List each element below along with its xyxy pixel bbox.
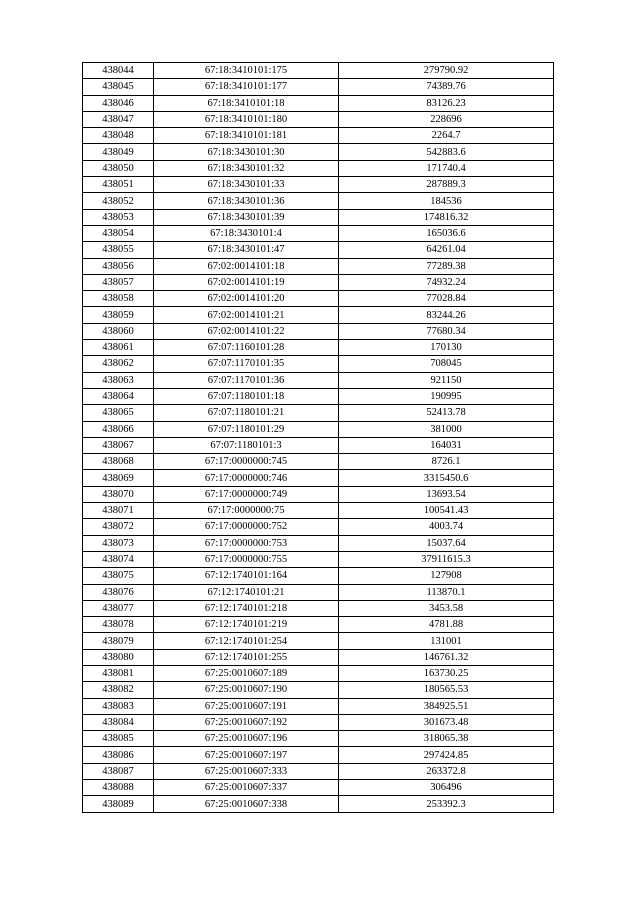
record-id-cell: 438046 [83, 95, 154, 111]
table-row [83, 144, 554, 160]
cadastral-number-cell: 67:17:0000000:746 [154, 470, 339, 486]
record-id-cell: 438076 [83, 584, 154, 600]
cadastral-number-cell: 67:12:1740101:255 [154, 649, 339, 665]
cadastral-number-cell: 67:18:3410101:177 [154, 79, 339, 95]
value-cell: 100541.43 [339, 503, 554, 519]
table-row [83, 372, 554, 388]
cadastral-number-cell: 67:12:1740101:254 [154, 633, 339, 649]
record-id-cell: 438079 [83, 633, 154, 649]
table-row [83, 388, 554, 404]
cadastral-number-cell: 67:07:1180101:3 [154, 437, 339, 453]
table-row [83, 519, 554, 535]
table-row [83, 665, 554, 681]
record-id-cell: 438064 [83, 388, 154, 404]
value-cell: 64261.04 [339, 242, 554, 258]
table-row [83, 356, 554, 372]
value-cell: 318065.38 [339, 731, 554, 747]
cadastral-number-cell: 67:02:0014101:19 [154, 274, 339, 290]
value-cell: 15037.64 [339, 535, 554, 551]
record-id-cell: 438049 [83, 144, 154, 160]
cadastral-number-cell: 67:25:0010607:189 [154, 665, 339, 681]
value-cell: 131001 [339, 633, 554, 649]
records-table [82, 62, 554, 813]
value-cell: 301673.48 [339, 714, 554, 730]
value-cell: 83244.26 [339, 307, 554, 323]
table-row [83, 437, 554, 453]
record-id-cell: 438045 [83, 79, 154, 95]
value-cell: 184536 [339, 193, 554, 209]
value-cell: 37911615.3 [339, 551, 554, 567]
value-cell: 542883.6 [339, 144, 554, 160]
record-id-cell: 438063 [83, 372, 154, 388]
cadastral-number-cell: 67:18:3410101:175 [154, 63, 339, 79]
value-cell: 4781.88 [339, 617, 554, 633]
cadastral-number-cell: 67:17:0000000:749 [154, 486, 339, 502]
record-id-cell: 438048 [83, 128, 154, 144]
value-cell: 8726.1 [339, 454, 554, 470]
value-cell: 170130 [339, 340, 554, 356]
table-row [83, 111, 554, 127]
table-row [83, 682, 554, 698]
cadastral-number-cell: 67:17:0000000:75 [154, 503, 339, 519]
value-cell: 74932.24 [339, 274, 554, 290]
record-id-cell: 438082 [83, 682, 154, 698]
table-row [83, 551, 554, 567]
cadastral-number-cell: 67:17:0000000:745 [154, 454, 339, 470]
table-row [83, 470, 554, 486]
record-id-cell: 438074 [83, 551, 154, 567]
record-id-cell: 438084 [83, 714, 154, 730]
record-id-cell: 438060 [83, 323, 154, 339]
value-cell: 127908 [339, 568, 554, 584]
value-cell: 77289.38 [339, 258, 554, 274]
cadastral-number-cell: 67:25:0010607:338 [154, 796, 339, 812]
record-id-cell: 438077 [83, 600, 154, 616]
table-row [83, 225, 554, 241]
record-id-cell: 438067 [83, 437, 154, 453]
table-row [83, 714, 554, 730]
value-cell: 297424.85 [339, 747, 554, 763]
value-cell: 174816.32 [339, 209, 554, 225]
value-cell: 279790.92 [339, 63, 554, 79]
value-cell: 163730.25 [339, 665, 554, 681]
table-row [83, 79, 554, 95]
record-id-cell: 438073 [83, 535, 154, 551]
record-id-cell: 438051 [83, 177, 154, 193]
record-id-cell: 438081 [83, 665, 154, 681]
cadastral-number-cell: 67:02:0014101:22 [154, 323, 339, 339]
record-id-cell: 438053 [83, 209, 154, 225]
value-cell: 4003.74 [339, 519, 554, 535]
table-row [83, 698, 554, 714]
record-id-cell: 438088 [83, 780, 154, 796]
cadastral-number-cell: 67:17:0000000:752 [154, 519, 339, 535]
value-cell: 52413.78 [339, 405, 554, 421]
cadastral-number-cell: 67:18:3430101:4 [154, 225, 339, 241]
value-cell: 165036.6 [339, 225, 554, 241]
table-row [83, 405, 554, 421]
table-row [83, 780, 554, 796]
cadastral-number-cell: 67:25:0010607:190 [154, 682, 339, 698]
cadastral-number-cell: 67:18:3430101:39 [154, 209, 339, 225]
table-row [83, 307, 554, 323]
table-row [83, 177, 554, 193]
value-cell: 13693.54 [339, 486, 554, 502]
table-row [83, 731, 554, 747]
table-row [83, 535, 554, 551]
value-cell: 74389.76 [339, 79, 554, 95]
value-cell: 306496 [339, 780, 554, 796]
record-id-cell: 438080 [83, 649, 154, 665]
record-id-cell: 438072 [83, 519, 154, 535]
record-id-cell: 438050 [83, 160, 154, 176]
record-id-cell: 438083 [83, 698, 154, 714]
record-id-cell: 438087 [83, 763, 154, 779]
table-row [83, 421, 554, 437]
cadastral-number-cell: 67:25:0010607:191 [154, 698, 339, 714]
cadastral-number-cell: 67:07:1180101:29 [154, 421, 339, 437]
value-cell: 171740.4 [339, 160, 554, 176]
cadastral-number-cell: 67:25:0010607:333 [154, 763, 339, 779]
cadastral-number-cell: 67:18:3430101:47 [154, 242, 339, 258]
cadastral-number-cell: 67:02:0014101:20 [154, 291, 339, 307]
table-row [83, 95, 554, 111]
cadastral-number-cell: 67:18:3410101:18 [154, 95, 339, 111]
record-id-cell: 438066 [83, 421, 154, 437]
value-cell: 253392.3 [339, 796, 554, 812]
cadastral-number-cell: 67:25:0010607:196 [154, 731, 339, 747]
cadastral-number-cell: 67:12:1740101:218 [154, 600, 339, 616]
value-cell: 381000 [339, 421, 554, 437]
table-row [83, 600, 554, 616]
value-cell: 228696 [339, 111, 554, 127]
table-row [83, 128, 554, 144]
value-cell: 708045 [339, 356, 554, 372]
value-cell: 287889.3 [339, 177, 554, 193]
record-id-cell: 438068 [83, 454, 154, 470]
cadastral-number-cell: 67:12:1740101:164 [154, 568, 339, 584]
record-id-cell: 438058 [83, 291, 154, 307]
cadastral-number-cell: 67:07:1180101:18 [154, 388, 339, 404]
record-id-cell: 438055 [83, 242, 154, 258]
table-row [83, 649, 554, 665]
record-id-cell: 438071 [83, 503, 154, 519]
table-row [83, 617, 554, 633]
cadastral-number-cell: 67:07:1170101:36 [154, 372, 339, 388]
table-row [83, 291, 554, 307]
value-cell: 77680.34 [339, 323, 554, 339]
table-row [83, 747, 554, 763]
record-id-cell: 438078 [83, 617, 154, 633]
table-row [83, 454, 554, 470]
cadastral-number-cell: 67:12:1740101:21 [154, 584, 339, 600]
cadastral-number-cell: 67:17:0000000:753 [154, 535, 339, 551]
table-row [83, 258, 554, 274]
table-row [83, 209, 554, 225]
record-id-cell: 438056 [83, 258, 154, 274]
cadastral-number-cell: 67:07:1170101:35 [154, 356, 339, 372]
value-cell: 2264.7 [339, 128, 554, 144]
value-cell: 3315450.6 [339, 470, 554, 486]
table-row [83, 160, 554, 176]
cadastral-number-cell: 67:25:0010607:197 [154, 747, 339, 763]
record-id-cell: 438069 [83, 470, 154, 486]
cadastral-number-cell: 67:07:1160101:28 [154, 340, 339, 356]
cadastral-number-cell: 67:25:0010607:337 [154, 780, 339, 796]
value-cell: 77028.84 [339, 291, 554, 307]
records-table-body [83, 63, 554, 813]
record-id-cell: 438044 [83, 63, 154, 79]
record-id-cell: 438059 [83, 307, 154, 323]
value-cell: 190995 [339, 388, 554, 404]
value-cell: 164031 [339, 437, 554, 453]
cadastral-number-cell: 67:18:3430101:36 [154, 193, 339, 209]
value-cell: 263372.8 [339, 763, 554, 779]
record-id-cell: 438052 [83, 193, 154, 209]
table-row [83, 503, 554, 519]
cadastral-number-cell: 67:12:1740101:219 [154, 617, 339, 633]
cadastral-number-cell: 67:18:3430101:30 [154, 144, 339, 160]
record-id-cell: 438061 [83, 340, 154, 356]
table-row [83, 274, 554, 290]
table-row [83, 568, 554, 584]
table-row [83, 633, 554, 649]
record-id-cell: 438057 [83, 274, 154, 290]
value-cell: 180565.53 [339, 682, 554, 698]
table-row [83, 796, 554, 812]
record-id-cell: 438075 [83, 568, 154, 584]
cadastral-number-cell: 67:25:0010607:192 [154, 714, 339, 730]
cadastral-number-cell: 67:18:3410101:180 [154, 111, 339, 127]
table-row [83, 63, 554, 79]
value-cell: 83126.23 [339, 95, 554, 111]
table-row [83, 323, 554, 339]
table-row [83, 584, 554, 600]
record-id-cell: 438062 [83, 356, 154, 372]
record-id-cell: 438065 [83, 405, 154, 421]
cadastral-number-cell: 67:02:0014101:21 [154, 307, 339, 323]
record-id-cell: 438085 [83, 731, 154, 747]
record-id-cell: 438070 [83, 486, 154, 502]
record-id-cell: 438054 [83, 225, 154, 241]
table-row [83, 242, 554, 258]
cadastral-number-cell: 67:07:1180101:21 [154, 405, 339, 421]
value-cell: 146761.32 [339, 649, 554, 665]
table-row [83, 486, 554, 502]
value-cell: 384925.51 [339, 698, 554, 714]
cadastral-number-cell: 67:02:0014101:18 [154, 258, 339, 274]
table-row [83, 340, 554, 356]
value-cell: 3453.58 [339, 600, 554, 616]
cadastral-number-cell: 67:18:3430101:33 [154, 177, 339, 193]
value-cell: 921150 [339, 372, 554, 388]
cadastral-number-cell: 67:18:3410101:181 [154, 128, 339, 144]
record-id-cell: 438047 [83, 111, 154, 127]
table-row [83, 763, 554, 779]
value-cell: 113870.1 [339, 584, 554, 600]
table-row [83, 193, 554, 209]
record-id-cell: 438089 [83, 796, 154, 812]
record-id-cell: 438086 [83, 747, 154, 763]
cadastral-number-cell: 67:17:0000000:755 [154, 551, 339, 567]
cadastral-number-cell: 67:18:3430101:32 [154, 160, 339, 176]
